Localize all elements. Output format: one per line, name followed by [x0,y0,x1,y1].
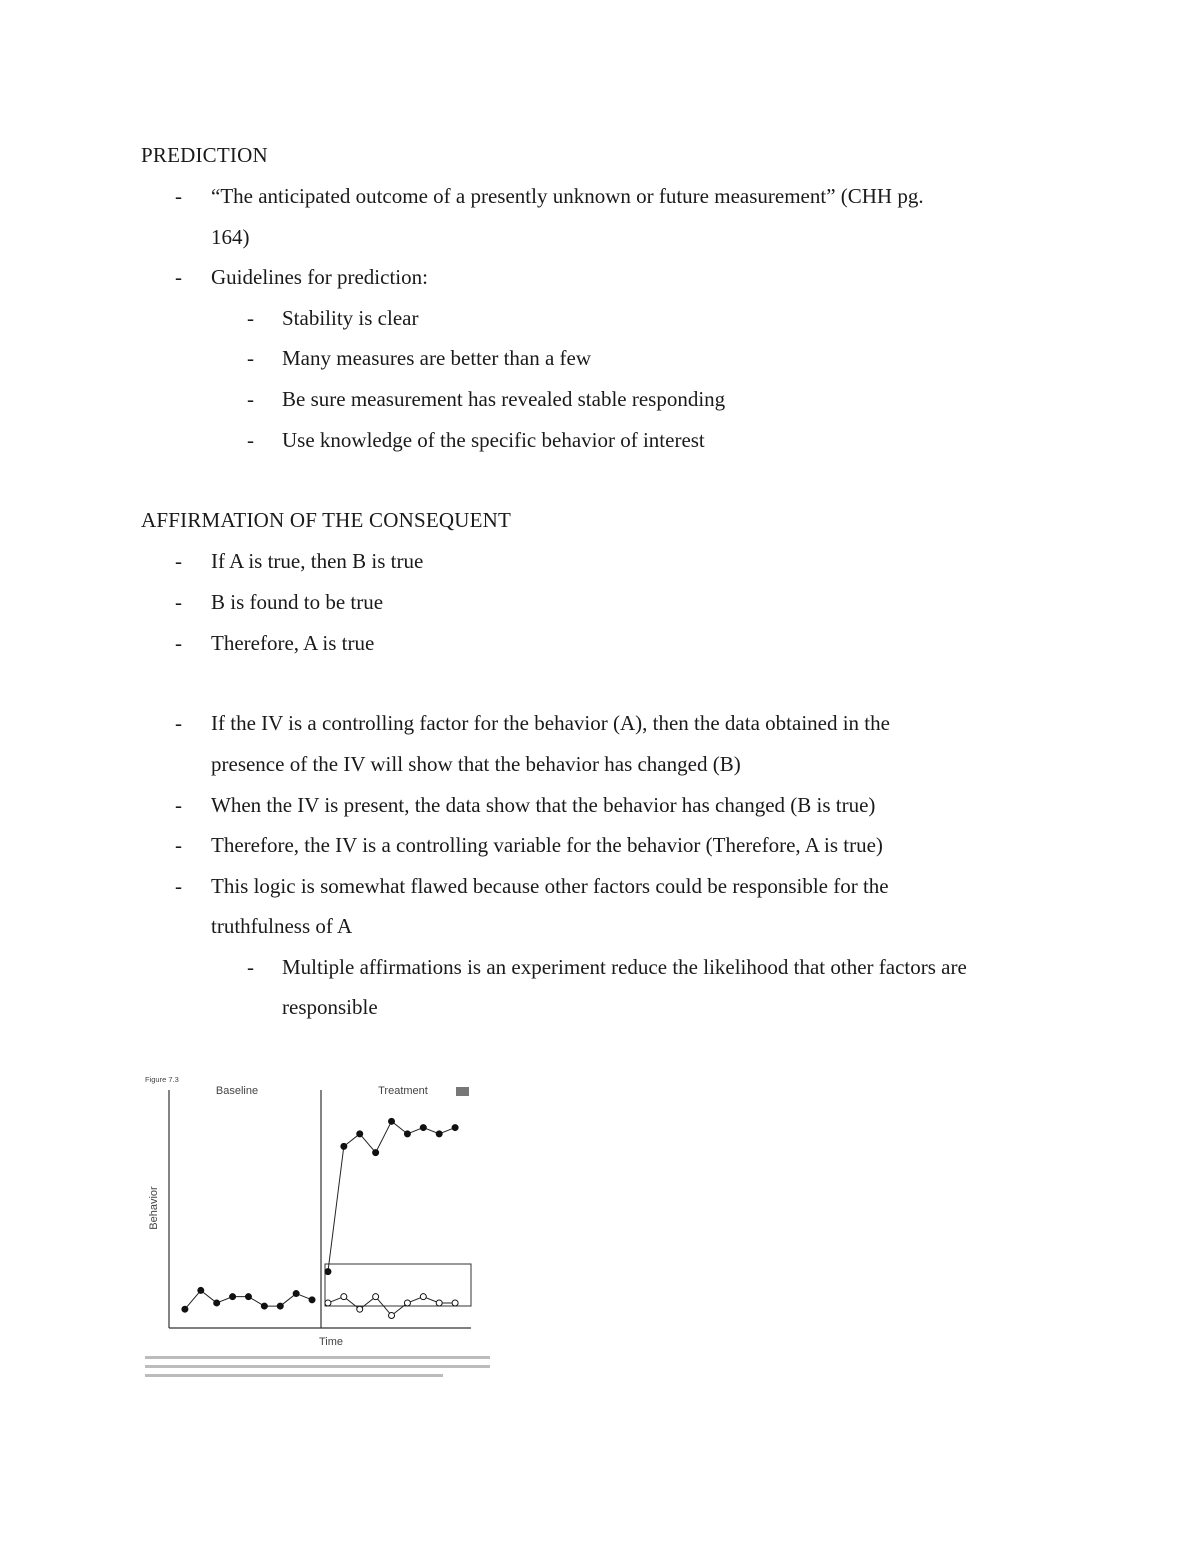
list-item: Guidelines for prediction: [211,265,428,289]
sub-list-item: Use knowledge of the specific behavior of interest [282,428,705,452]
list-item: If A is true, then B is true [211,549,424,573]
data-point [389,1312,395,1318]
data-point [261,1303,267,1309]
caption-line [145,1374,443,1377]
list-item-continuation: 164) [211,225,250,249]
list-item-continuation: truthfulness of A [211,914,353,938]
caption-line [145,1365,490,1368]
bullet-dash: - [175,793,182,817]
bullet-dash: - [175,631,182,655]
data-point [325,1269,331,1275]
list-item: If the IV is a controlling factor for the behavior (A), then the data obtained in the [211,711,890,735]
figure-label: Figure 7.3 [145,1075,179,1084]
data-point [182,1306,188,1312]
data-point [404,1131,410,1137]
section-heading-prediction: PREDICTION [141,143,268,167]
data-point [452,1300,458,1306]
list-item: This logic is somewhat flawed because other factors could be responsible for the [211,874,889,898]
data-point [293,1291,299,1297]
data-point [357,1306,363,1312]
data-point [309,1297,315,1303]
data-point [420,1125,426,1131]
data-point [373,1294,379,1300]
sub-list-item: Multiple affirmations is an experiment reduce the likelihood that other factors are [282,955,967,979]
data-point [373,1150,379,1156]
figure-chart [141,1070,506,1390]
list-item: When the IV is present, the data show that the behavior has changed (B is true) [211,793,876,817]
data-point [198,1287,204,1293]
sub-bullet-dash: - [247,346,254,370]
data-point [436,1300,442,1306]
list-item-continuation: presence of the IV will show that the behavior has changed (B) [211,752,741,776]
bullet-dash: - [175,833,182,857]
data-point [452,1125,458,1131]
x-axis-label: Time [318,1336,344,1348]
phase-label-treatment: Treatment [378,1085,428,1097]
figure-caption [145,1356,490,1377]
sub-list-item-continuation: responsible [282,995,378,1019]
list-item: “The anticipated outcome of a presently unknown or future measurement” (CHH pg. [211,184,924,208]
data-point [404,1300,410,1306]
bullet-dash: - [175,184,182,208]
chart-marks [182,1118,458,1318]
sub-bullet-dash: - [247,306,254,330]
data-point [325,1300,331,1306]
bullet-dash: - [175,265,182,289]
sub-list-item: Be sure measurement has revealed stable responding [282,387,726,411]
series-line-treatment-filled [328,1121,455,1271]
section-heading-affirmation: AFFIRMATION OF THE CONSEQUENT [141,508,512,532]
bullet-dash: - [175,549,182,573]
bullet-dash: - [175,711,182,735]
data-point [389,1118,395,1124]
caption-line [145,1356,490,1359]
sub-bullet-dash: - [247,387,254,411]
data-point [341,1294,347,1300]
figure-badge [456,1087,469,1096]
sub-bullet-dash: - [247,955,254,979]
phase-label-baseline: Baseline [215,1085,259,1097]
list-item: Therefore, the IV is a controlling variable for the behavior (Therefore, A is true) [211,833,883,857]
data-point [277,1303,283,1309]
bullet-dash: - [175,874,182,898]
y-axis-label: Behavior [148,1186,160,1230]
sub-list-item: Stability is clear [282,306,419,330]
data-point [420,1294,426,1300]
list-item: B is found to be true [211,590,384,614]
list-item: Therefore, A is true [211,631,375,655]
chart-svg [141,1070,506,1390]
data-point [214,1300,220,1306]
data-point [357,1131,363,1137]
data-point [245,1294,251,1300]
bullet-dash: - [175,590,182,614]
data-point [230,1294,236,1300]
sub-list-item: Many measures are better than a few [282,346,592,370]
data-point [341,1143,347,1149]
data-point [436,1131,442,1137]
sub-bullet-dash: - [247,428,254,452]
